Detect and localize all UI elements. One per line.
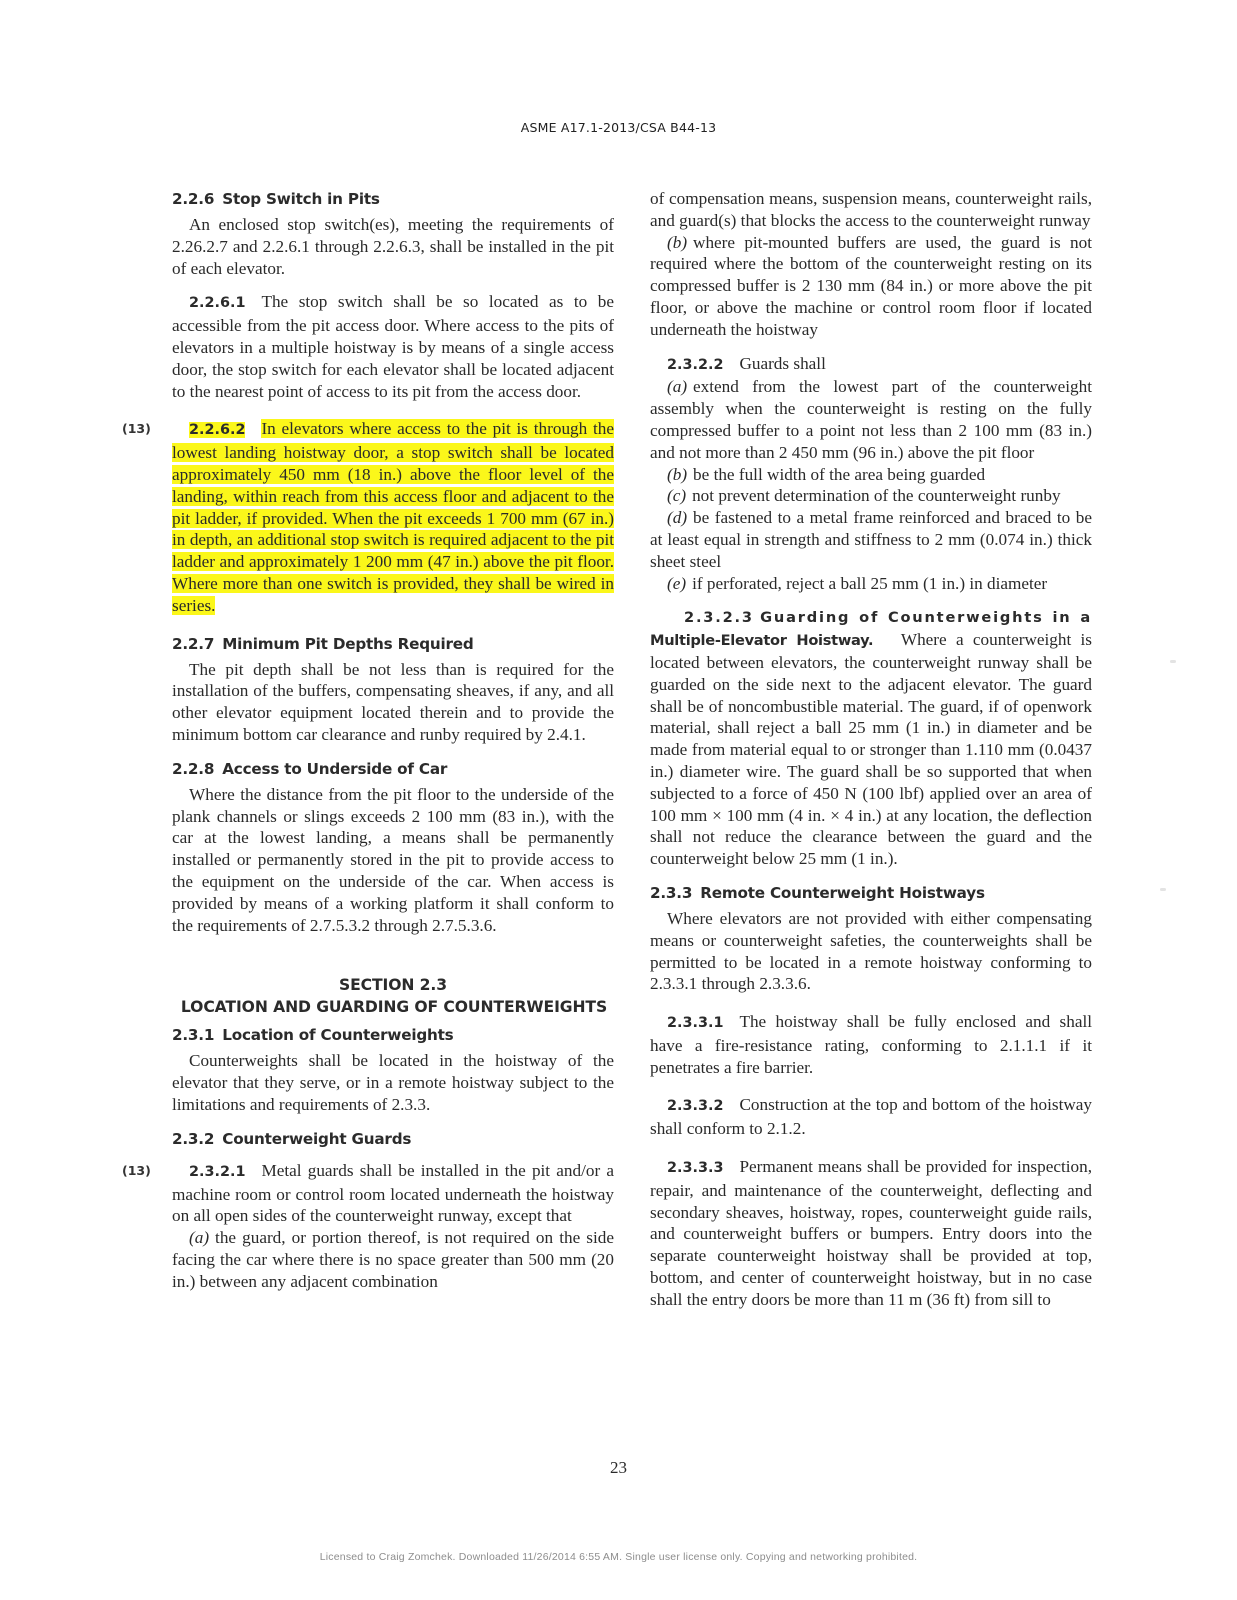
heading-number: 2.2.7: [172, 634, 215, 653]
clause-number: 2.2.6.2: [189, 422, 246, 439]
heading-2-2-8: [172, 758, 614, 780]
paragraph-2-3-3-1: [650, 1011, 1092, 1078]
heading-number: 2.3.1: [172, 1026, 215, 1045]
list-item-a: [650, 376, 1092, 463]
item-label: (c): [667, 486, 687, 506]
list-item-a-continued: of compensation means, suspension means, counterweight rails, and guard(s) that blocks the access to the counterweight runway: [650, 189, 1092, 230]
running-head: ASME A17.1-2013/CSA B44-13: [520, 120, 717, 135]
heading-2-2-6: [172, 188, 614, 210]
list-item-a: [172, 1227, 614, 1292]
heading-2-3-1: [172, 1024, 614, 1046]
clause-number: 2.2.6.1: [189, 295, 246, 312]
heading-title: Stop Switch in Pits: [222, 190, 380, 208]
clause-text: Construction at the top and bottom of the hoistway shall conform to 2.1.2.: [650, 1095, 1092, 1139]
list-item-b: [650, 232, 1092, 341]
scan-speck: [1170, 660, 1176, 663]
paragraph-2-3-3-2: [650, 1094, 1092, 1140]
clause-text: Metal guards shall be installed in the pit and/or a machine room or control room located underneath the hoistway on all open sides of the counterweight runway, except that: [172, 1160, 614, 1226]
item-text: extend from the lowest part of the counterweight assembly when the counterweight is resting on the fully compressed buffer to a point not less than 2 100 mm (83 in.) and not more than 2 450 mm (96 in.) above the pit floor: [650, 377, 1092, 462]
clause-text: Permanent means shall be provided for inspection, repair, and maintenance of the counterweight, deflecting and secondary sheaves, hoistway, ropes, counterweight guide rails, and counterweight buffers or bumpers. Entry doors into the separate counterweight hoistway shall be provided at top, bottom, and center of counterweight hoistway, but in no case shall the entry doors be more than 11 m (36 ft) from sill to: [650, 1157, 1092, 1309]
item-text: be fastened to a metal frame reinforced and braced to be at least equal in strength and stiffness to 2 mm (0.074 in.) thick sheet steel: [650, 508, 1092, 571]
clause-number: 2.3.2.2: [667, 356, 724, 373]
clause-title-part1: Guarding of Counterweights in a: [760, 609, 1093, 627]
item-label: (d): [667, 508, 688, 528]
clause-number: 2.3.3.2: [667, 1098, 724, 1115]
paragraph-2-3-3-3: [650, 1156, 1092, 1311]
item-label: (b): [667, 464, 688, 484]
left-column: [122, 188, 614, 1292]
right-column: [650, 188, 1092, 1311]
item-text: if perforated, reject a ball 25 mm (1 in.) in diameter: [692, 573, 1048, 593]
paragraph-2-2-8: Where the distance from the pit floor to the underside of the plank channels or slings exceeds 2 100 mm (83 in.), with the car at the lowest landing, a means shall be permanently installed or permanently stored in the pit to provide access to the equipment on the underside of the car. When access is provided by means of a working platform it shall conform to the requirements of 2.7.5.3.2 through 2.7.5.3.6.: [172, 784, 614, 935]
clause-text: Where a counterweight is located between elevators, the counterweight runway shall be guarded on the side next to the adjacent elevator. The guard shall be of noncombustible material. The guard, if of openwork material, shall reject a ball 25 mm (1 in.) in diameter and be made from material equal to or stronger than 1.110 mm (0.0437 in.) diameter wire. The guard shall be so supported that when subjected to a force of 450 N (100 lbf) applied over an area of 100 mm × 100 mm (4 in. × 4 in.) at any location, the deflection shall not reduce the clearance between the guard and the counterweight below 25 mm (1 in.).: [650, 630, 1092, 869]
item-label: (b): [667, 232, 688, 252]
heading-2-2-7: [172, 633, 614, 655]
item-text: the guard, or portion thereof, is not required on the side facing the car where there is no space greater than 500 mm (20 in.) between any adjacent combination: [172, 1228, 614, 1291]
item-text: not prevent determination of the counterweight runby: [692, 486, 1061, 506]
heading-title: Counterweight Guards: [222, 1129, 412, 1148]
paragraph-2-2-7: The pit depth shall be not less than is required for the installation of the buffers, compensating sheaves, if any, and all other elevator equipment located therein and to provide the minimum bottom car clearance and runby required by 2.4.1.: [172, 659, 614, 744]
highlighted-paragraph-2-2-6-2: [172, 418, 614, 616]
list-item-b: [650, 464, 1092, 486]
clause-number: 2.3.2.3: [684, 609, 754, 627]
paragraph-2-2-6-1: [172, 291, 614, 402]
list-item-c: [650, 485, 1092, 507]
clause-lead: Guards shall: [739, 353, 826, 373]
item-label: (e): [667, 573, 687, 593]
license-notice: Licensed to Craig Zomchek. Downloaded 11/26/2014 6:55 AM. Single user license only. Copying and networking prohibited.: [319, 1551, 918, 1563]
heading-number: 2.2.6: [172, 190, 215, 208]
clause-2-3-2-1: [122, 1160, 614, 1293]
section-title: LOCATION AND GUARDING OF COUNTERWEIGHTS: [180, 998, 608, 1017]
clause-text: The stop switch shall be so located as to be accessible from the pit access door. Where access to the pits of elevators in a multiple hoistway is by means of a single access door, the stop switch for each elevator shall be located adjacent to the nearest point of access to its pit from the access door.: [172, 292, 614, 401]
item-text: be the full width of the area being guarded: [693, 464, 986, 484]
clause-text: The hoistway shall be fully enclosed and shall have a fire-resistance rating, conforming to 2.1.1.1 if it penetrates a fire barrier.: [650, 1012, 1092, 1077]
heading-number: 2.3.2: [172, 1129, 215, 1148]
heading-title: Access to Underside of Car: [222, 759, 448, 778]
item-label: (a): [189, 1228, 210, 1248]
highlighted-text: In elevators where access to the pit is through the lowest landing hoistway door, a stop switch shall be located approximately 450 mm (18 in.) above the floor level of the landing, within reach from this access floor and adjacent to the pit ladder, if provided. When the pit exceeds 1 700 mm (67 in.) in depth, an additional stop switch is required adjacent to the pit ladder and approximately 1 200 mm (47 in.) above the pit floor. Where more than one switch is provided, they shall be wired in series.: [172, 419, 614, 615]
clause-title-part2: Multiple-Elevator Hoistway.: [650, 632, 874, 650]
heading-title: Remote Counterweight Hoistways: [700, 883, 985, 902]
list-item-e: [650, 573, 1092, 595]
item-label: (a): [667, 377, 688, 397]
paragraph-2-3-2-1: [172, 1160, 614, 1227]
paragraph-2-3-2-2: [650, 353, 1092, 377]
heading-2-3-3: [650, 882, 1092, 904]
section-label: SECTION 2.3: [338, 976, 448, 995]
clause-number: 2.3.3.1: [667, 1015, 724, 1032]
revision-mark: (13): [122, 421, 151, 437]
clause-2-2-6-2: [122, 418, 614, 616]
heading-title: Minimum Pit Depths Required: [222, 634, 474, 653]
revision-mark: (13): [122, 1162, 151, 1178]
list-item-d: [650, 507, 1092, 572]
clause-number: 2.3.2.1: [189, 1163, 246, 1180]
clause-number: 2.3.3.3: [667, 1160, 724, 1177]
heading-title: Location of Counterweights: [222, 1026, 454, 1045]
paragraph-2-3-1: Counterweights shall be located in the hoistway of the elevator that they serve, or in a remote hoistway subject to the limitations and requirements of 2.3.3.: [172, 1051, 614, 1114]
paragraph-2-3-3: Where elevators are not provided with either compensating means or counterweight safeties, the counterweights shall be permitted to be located in a remote hoistway conforming to 2.3.3.1 through 2.3.3.6.: [650, 908, 1092, 994]
heading-2-3-2: [172, 1128, 614, 1150]
heading-number: 2.3.3: [650, 883, 693, 902]
scan-speck: [1160, 888, 1166, 891]
item-text: where pit-mounted buffers are used, the guard is not required where the bottom of the counterweight resting on its compressed buffer is 2 130 mm (84 in.) or more above the pit floor, or above the machine or control room floor if located underneath the hoistway: [650, 232, 1092, 339]
paragraph-2-3-2-3: [650, 606, 1092, 870]
page-number: 23: [610, 1458, 627, 1477]
heading-number: 2.2.8: [172, 759, 215, 778]
paragraph-2-2-6: An enclosed stop switch(es), meeting the requirements of 2.26.2.7 and 2.2.6.1 through 2.2.6.3, shall be installed in the pit of each elevator.: [172, 215, 614, 278]
